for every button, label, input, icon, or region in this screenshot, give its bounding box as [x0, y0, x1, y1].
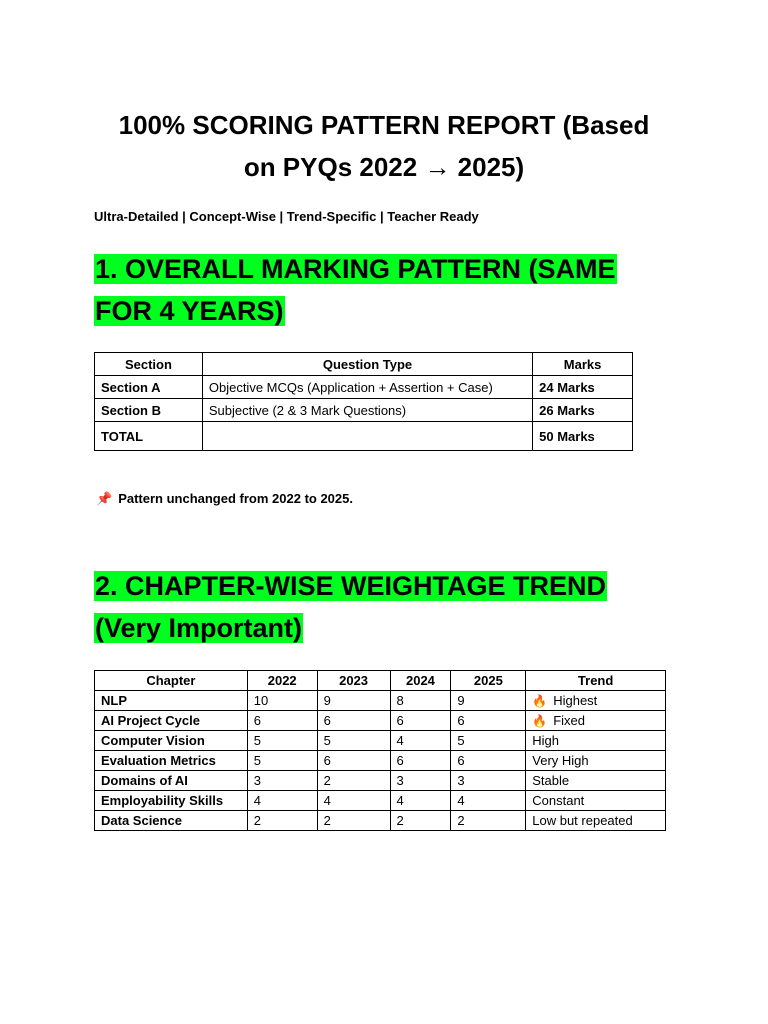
cell-trend: Very High [526, 751, 666, 771]
cell-chapter: Evaluation Metrics [95, 751, 248, 771]
pattern-note-text: Pattern unchanged from 2022 to 2025. [118, 491, 353, 506]
section-2-heading-line-1: 2. CHAPTER-WISE WEIGHTAGE TREND [95, 571, 607, 601]
trend-text: Fixed [553, 713, 586, 728]
cell-trend: High [526, 731, 666, 751]
cell-chapter: Computer Vision [95, 731, 248, 751]
header-trend: Trend [526, 671, 666, 691]
section-2-heading-line-2: (Very Important) [95, 613, 303, 643]
cell-2022: 10 [247, 691, 317, 711]
cell-chapter: Data Science [95, 811, 248, 831]
cell-2024: 6 [390, 751, 451, 771]
cell-2025: 5 [451, 731, 526, 751]
cell-section: Section B [95, 399, 203, 422]
header-2025: 2025 [451, 671, 526, 691]
table-row [95, 691, 666, 711]
cell-2022: 6 [247, 711, 317, 731]
header-chapter: Chapter [95, 671, 248, 691]
cell-2024: 4 [390, 791, 451, 811]
section-1-heading-line-1: 1. OVERALL MARKING PATTERN (SAME [95, 254, 616, 284]
header-2022: 2022 [247, 671, 317, 691]
cell-trend: Constant [526, 791, 666, 811]
cell-2025: 6 [451, 751, 526, 771]
table-row [95, 711, 666, 731]
cell-chapter: Domains of AI [95, 771, 248, 791]
table-row [95, 376, 633, 399]
header-question-type: Question Type [202, 353, 532, 376]
cell-2023: 6 [317, 711, 390, 731]
cell-2025: 4 [451, 791, 526, 811]
title-line-2: on PYQs 2022 → 2025) [243, 152, 525, 182]
cell-marks: 26 Marks [533, 399, 633, 422]
cell-2022: 5 [247, 731, 317, 751]
cell-2023: 4 [317, 791, 390, 811]
section-1-heading [94, 248, 617, 332]
cell-chapter: NLP [95, 691, 248, 711]
cell-question-type: Subjective (2 & 3 Mark Questions) [202, 399, 532, 422]
cell-chapter: AI Project Cycle [95, 711, 248, 731]
section-2-heading [94, 565, 607, 649]
title-line-1: 100% SCORING PATTERN REPORT (Based [118, 110, 650, 140]
header-marks: Marks [533, 353, 633, 376]
cell-2024: 2 [390, 811, 451, 831]
table-row [95, 771, 666, 791]
cell-2023: 5 [317, 731, 390, 751]
cell-chapter: Employability Skills [95, 791, 248, 811]
table-row [95, 422, 633, 451]
chapter-weightage-table [94, 670, 666, 831]
section-1-heading-line-2: FOR 4 YEARS) [95, 296, 284, 326]
table-row [95, 751, 666, 771]
cell-2023: 2 [317, 771, 390, 791]
cell-2022: 3 [247, 771, 317, 791]
cell-2024: 8 [390, 691, 451, 711]
table-row [95, 811, 666, 831]
header-2023: 2023 [317, 671, 390, 691]
cell-2024: 6 [390, 711, 451, 731]
table-row [95, 731, 666, 751]
table-row [95, 399, 633, 422]
cell-2023: 6 [317, 751, 390, 771]
header-2024: 2024 [390, 671, 451, 691]
cell-marks: 50 Marks [533, 422, 633, 451]
cell-question-type: Objective MCQs (Application + Assertion + Case) [202, 376, 532, 399]
pattern-note [96, 491, 353, 507]
cell-question-type [202, 422, 532, 451]
cell-2025: 2 [451, 811, 526, 831]
cell-trend: Stable [526, 771, 666, 791]
cell-2023: 2 [317, 811, 390, 831]
table-row [95, 791, 666, 811]
cell-2023: 9 [317, 691, 390, 711]
cell-2022: 2 [247, 811, 317, 831]
cell-trend: Low but repeated [526, 811, 666, 831]
header-section: Section [95, 353, 203, 376]
cell-section: TOTAL [95, 422, 203, 451]
trend-text: Highest [553, 693, 598, 708]
cell-2025: 3 [451, 771, 526, 791]
table-header-row [95, 353, 633, 376]
cell-2024: 4 [390, 731, 451, 751]
fire-icon: 🔥 [532, 694, 548, 708]
table-header-row [95, 671, 666, 691]
cell-trend [526, 711, 666, 731]
pushpin-icon: 📌 [96, 491, 113, 506]
cell-2025: 9 [451, 691, 526, 711]
page-subtitle: Ultra-Detailed | Concept-Wise | Trend-Specific | Teacher Ready [94, 209, 479, 224]
fire-icon: 🔥 [532, 714, 548, 728]
cell-2022: 5 [247, 751, 317, 771]
marking-pattern-table [94, 352, 633, 451]
cell-2022: 4 [247, 791, 317, 811]
cell-marks: 24 Marks [533, 376, 633, 399]
cell-trend [526, 691, 666, 711]
cell-section: Section A [95, 376, 203, 399]
page-title [60, 104, 708, 188]
cell-2025: 6 [451, 711, 526, 731]
cell-2024: 3 [390, 771, 451, 791]
